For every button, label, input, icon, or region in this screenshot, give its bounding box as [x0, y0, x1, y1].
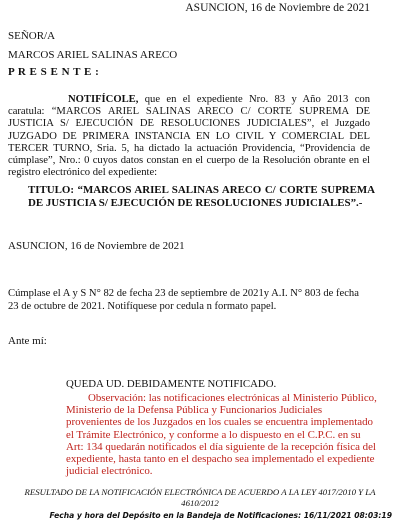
deposit-timestamp: Fecha y hora del Depósito en la Bandeja de Notificaciones: 16/11/2021 08:03:19	[49, 511, 392, 520]
resultado-legal-note: RESULTADO DE LA NOTIFICACIÓN ELECTRÓNICA DE ACUERDO A LA LEY 4017/2010 Y LA 4610/2012	[24, 487, 376, 508]
resolution-date: ASUNCION, 16 de Noviembre de 2021	[8, 240, 185, 252]
ante-mi-label: Ante mí:	[8, 335, 47, 347]
salutation: SEÑOR/A	[8, 30, 56, 42]
observacion-note	[66, 392, 380, 477]
presente-heading: P R E S E N T E :	[8, 66, 100, 78]
notification-paragraph	[8, 94, 370, 179]
queda-notificado: QUEDA UD. DEBIDAMENTE NOTIFICADO.	[66, 378, 277, 390]
notif-text: que en el expediente Nro. 83 y Año 2013 con caratula: “MARCOS ARIEL SALINAS ARECO C/ CORTE SUPREMA DE JUSTICIA S/ EJECUCIÓN DE RESOLUCIONES JUDICIALES”, el Juzgado JUZGADO DE PRIMERA INSTANCIA EN LO CIVIL Y COMERCIAL DEL TERCER TURNO, Sria. 5, ha dictado la actuación Providencia, “Providencia de cúmplase”, Nro.: 0 cuyos datos constan en el cuerpo de la Resolución obrante en el registro electrónico del expediente:	[8, 94, 370, 179]
cumplase-paragraph: Cúmplase el A y S N° 82 de fecha 23 de septiembre de 2021y A.I. N° 803 de fecha 23 de octubre de 2021. Notifíquese por cedula n formato papel.	[8, 288, 359, 312]
header-date: ASUNCION, 16 de Noviembre de 2021	[185, 2, 370, 14]
observacion-first-line: Observación: las notificaciones electrónicas al Ministerio Público,	[88, 392, 377, 404]
observacion-rest: Ministerio de la Defensa Pública y Funcionarios Judiciales provenientes de los Juzgados en los cuales se encuentra implementado el Trámite Electrónico, y conforme a lo dispuesto en el C.P.C. en su Art: 134 quedarán notificados el día siguiente de la recepción física del expediente, hasta tanto en el despacho sea implementado el expediente judicial electrónico.	[66, 404, 376, 478]
notif-lead: NOTIFÍCOLE,	[68, 94, 139, 105]
case-title: TITULO: “MARCOS ARIEL SALINAS ARECO C/ CORTE SUPREMA DE JUSTICIA S/ EJECUCIÓN DE RESOLUCIONES JUDICIALES”.-	[28, 184, 375, 209]
recipient-name: MARCOS ARIEL SALINAS ARECO	[8, 49, 178, 61]
